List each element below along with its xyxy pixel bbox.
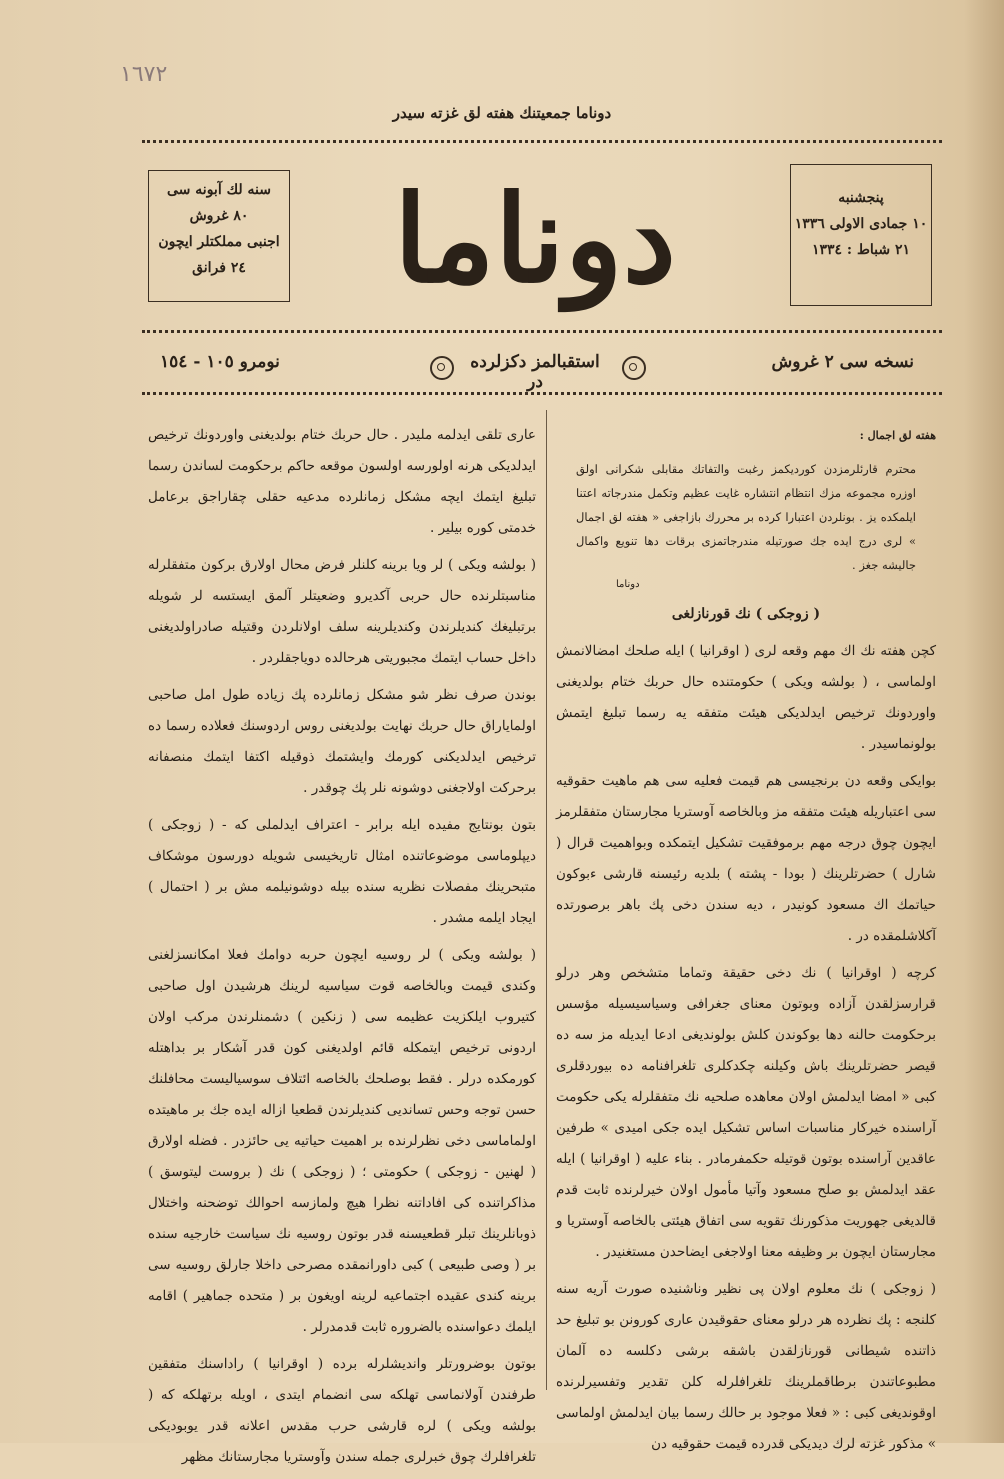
page-spine-shadow: [964, 0, 1004, 1443]
subtitle: دوناما جمعيتنك هفته لق غزته سيدر: [392, 104, 612, 122]
right-column: [556, 420, 936, 1466]
article-paragraph: عارى تلقى ايدلمه مليدر . حال حربك ختام بولديغنى واوردونك ترخيص ايدلديكى هرنه اولورسه اولسون موقعه حاكم برحكومت لساندن رسما تبليغ ايتمك ايچه مشكل زمانلرده مدعيه حقلى چقاراجق برعامل خدمتى كوره بيلير .: [148, 427, 536, 536]
article-paragraph: كچن هفته نك اك مهم وقعه لرى ( اوقرانيا ) ايله صلحك امضالانمش اولماسى ، ( بولشه ويكى ) حكومتنده حال حربك ختام بولديغنى واوردونك ترخيص ايدلديكى هيئت متفقه يه رسما تبليغ ايتمش بولونماسيدر .: [556, 643, 936, 752]
swirl-ornament-right: [622, 356, 646, 380]
left-column: [148, 420, 536, 1479]
date-day: پنجشنبه: [838, 190, 884, 206]
article-paragraph: بوايكى وقعه دن برنجيسى هم قيمت فعليه سى هم ماهيت حقوقيه سى اعتباريله هيئت متفقه مز وبالخاصه آوستريا مجارستان متفقلرمز ايچون چوق درجه مهم برموفقيت تشكيل ايتمكده وبواهميت قرال ( شارل ) حضرتلرينك ( بودا - پشته ) بلديه رئيسنه قارشى ءبوكون حياتمك اك مسعود كونيدر ، ديه سندن دخى پك باهر برصورتده آكلاشلمقده در .: [556, 773, 936, 944]
masthead-bottom-divider: [142, 330, 942, 333]
article-paragraph: بوندن صرف نظر شو مشكل زمانلرده پك زياده طول امل صاحبى اولماياراق حال حربك نهايت بولديغنى روس اردوسنك فعلاده رسما ده ترخيص ايدلديكنى كورمك وايشتمك ذوقيله اكتفا ايتمك منصفانه برحركت اولاجغنى دوشونه نلر پك چوقدر .: [148, 687, 536, 796]
column-divider: [546, 410, 547, 1390]
editor-notice: محترم قارئلرمزدن كورديكمز رغبت والتفاتك مقابلى شكرانى اولق اوزره مجموعه مزك انتظام انتشاره غايت عظيم وتكمل مندرجاته اعتنا ايلمكده يز . بونلردن اعتبارا كرده بر محررك بازاجغى « هفته لق اجمال » لرى درج ايده جك صورتيله مندرجاتمزى برقات دها تنويع واكمال جاليشه جغز .: [576, 462, 916, 572]
issue-number: نومرو ١٠٥ - ١٥٤: [160, 352, 280, 372]
issue-bar-divider: [142, 392, 942, 395]
article-paragraph: ( زوجكى ) نك معلوم اولان پى نظير وناشنيده صورت آريه سنه كلنجه : پك نظرده هر درلو معناى حقوقيدن عارى كورونن بو تبليغ حد ذاتنده شيطانى قورنازلقدن باشقه برشى دكلسه ده آلمان مطبوعاتندن برطاقملرينك تلغرافلرله كلن تقدير وتفسيرلرنده اوقونديغى كبى : « فعلا موجود بر حالك رسما بيان ايدلمش اولماسى » مذكور غزته لرك ديديكى قدرده قيمت حقوقيه دن: [556, 1281, 936, 1452]
date-hijri: ١٠ جمادى الاولى ١٣٣٦: [794, 216, 928, 232]
swirl-ornament-left: [430, 356, 454, 380]
issue-motto: استقبالمز دكزلرده در: [470, 352, 600, 392]
subscription-line-3: اجنبى مملكتلر ايچون: [158, 234, 280, 250]
article-paragraph: بتون بونتايج مفيده ايله برابر - اعتراف ايدلملى كه - ( زوجكى ) ديپلوماسى موضوعاتنده امثال تاريخيسى شويله دورسون موشكاف متبحرينك مفصلات نظريه سنده بيله دوشونيلمه مش بر ( احتمال ) ايجاد ايلمه مشدر .: [148, 817, 536, 926]
subscription-line-1: سنه لك آبونه سى: [167, 182, 271, 198]
catalog-number: ١٦٧٢: [120, 62, 168, 87]
article-paragraph: بوتون بوضرورتلر وانديشلرله برده ( اوقرانيا ) راداسنك متفقين طرفندن آولانماسى تهلكه سى انضمام ايتدى ، اويله برتهلكه كه ( بولشه ويكى ) لره قارشى حرب مقدس اعلانه قدر يوبوديكى تلغرافلرك چوق خبرلرى جمله سندن وآوستريا مجارستانك مظهر: [148, 1356, 536, 1465]
date-box: [790, 164, 932, 306]
editor-signature: دوناما: [616, 579, 640, 590]
subscription-line-4: ٢٤ فرانق: [192, 260, 246, 276]
article-heading: ( زوجكى ) نك قورنازلغى: [671, 606, 821, 622]
masthead-title: دوناما: [393, 169, 677, 310]
article-paragraph: كرچه ( اوقرانيا ) نك دخى حقيقة وتماما متشخص وهر درلو قرارسزلقدن آزاده وبوتون معناى جغرافى وسياسيسيله مؤسس برحكومت حالنه دها بوكوندن كلش بولونديغى ادعا ايديله مز سه ده قيصر حضرتلرينك باش وكيلنه چكدكلرى تلغرافنامه ده بيوردقلرى كبى « امضا ايدلمش اولان معاهده صلحيه نك متفقلرله يكى حكومت آراسنده خيركار مناسبات اساس تشكيل ايده جكى اميدى » طرفين عاقدين آراسنده بوتون قوتيله حكمفرمادر . بناء عليه ( اوقرانيا ) ايله عقد ايدلمش بو صلح مسعود وآتيا مأمول اولان خيرلرنده ثابت قدم قالديغى جهوريت مذكورنك تقويه سى اتفاق هيئتى بالخاصه آوستريا و مجارستان ايچون بر وظيفه معنا اولاجغى ايضاحدن مستغنيدر .: [556, 965, 936, 1260]
subscription-box: [148, 170, 290, 302]
article-paragraph: ( بولشه ويكى ) لر ويا برينه كلنلر فرض محال اولارق بركون متفقلرله مناسبتلرنده حال حربى آكديرو وضعيتلر آلمق ايستسه لر شويله برتبليغك كنديلرندن وكنديلرينه سلف اولانلردن وقتيله صادراولديغنى داخل حساب ايتمك مجبوريتى هرحالده دوياجقلردر .: [148, 557, 536, 666]
subscription-line-2: ٨٠ غروش: [189, 208, 249, 224]
date-rumi: ٢١ شباط : ١٣٣٤: [811, 242, 911, 258]
weekly-summary-label: هفته لق اجمال :: [859, 429, 936, 442]
issue-price: نسخه سى ٢ غروش: [771, 352, 914, 372]
top-divider: [142, 140, 942, 143]
article-paragraph: ( بولشه ويكى ) لر روسيه ايچون حربه دوامك فعلا امكانسزلغنى وكندى قيمت وبالخاصه قوت سياسيه لرينك هرشيدن اول صاحبى كتيروب ايلكزيت عظيمه سى ( زنكين ) دشمنلرندن مركب اولان اردونى ترخيص ايتمكله قائم اولديغنى كون قدر آشكار بر بداهتله كورمكده درلر . فقط بوصلحك بالخاصه ائتلاف سوسياليست محافلنك حسن توجه وحس تسانديى كنديلرندن قطعيا ازاله ايده جك بر ماهيتده اولماماسى دخى نظرلرنده بر اهميت حياتيه يى حائزدر . فضله اولارق ( لهنين - زوجكى ) حكومتى ؛ ( زوجكى ) نك ( بروست ليتوسق ) مذاكراتنده كى افاداتنه نظرا هيچ ولمازسه احوالك توضحنه واختلال ذوبانلرينك تبلر قطعيسنه قدر بوتون روسيه نك سياست خارجيه سنده بر ( وصى طبيعى ) كبى داورانمقده مصرحى داخلا جارلق روسيه سى برينه كندى عقيده اجتماعيه لرينه اويغون بر ( متحده جماهير ) اقامه ايلمك دعواسنده بالضروره ثابت قدمدرلر .: [148, 947, 536, 1335]
